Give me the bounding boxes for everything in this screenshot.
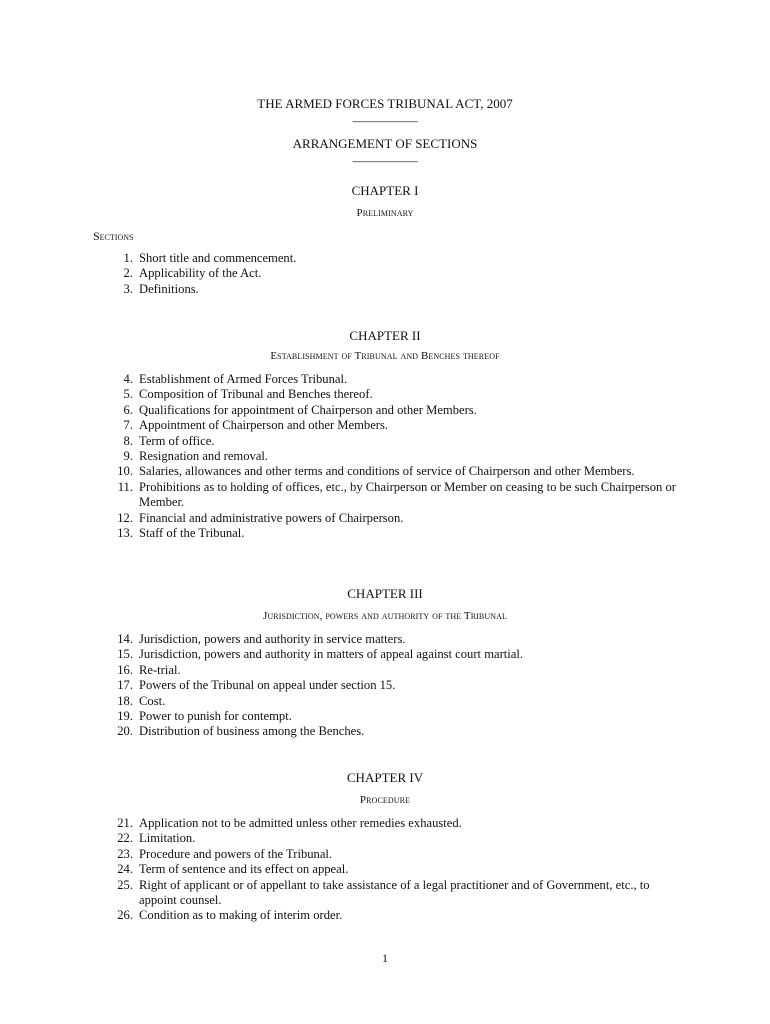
section-title: Establishment of Armed Forces Tribunal. bbox=[139, 372, 348, 386]
section-title: Distribution of business among the Benches. bbox=[139, 724, 365, 739]
page-number: 1 bbox=[382, 951, 388, 965]
section-title: Financial and administrative powers of Chairperson. bbox=[139, 510, 404, 525]
section-number: 16. bbox=[117, 662, 133, 677]
section-number: 19. bbox=[117, 709, 133, 724]
section-title: Jurisdiction, powers and authority in matters of appeal against court martial. bbox=[139, 647, 524, 662]
list-item bbox=[100, 480, 690, 511]
section-number: 5. bbox=[123, 387, 133, 402]
section-title: Re-trial. bbox=[139, 662, 181, 677]
section-number: 9. bbox=[123, 449, 133, 464]
list-item bbox=[100, 372, 690, 387]
section-title: Qualifications for appointment of Chairperson and other Members. bbox=[139, 402, 477, 417]
section-title: Definitions. bbox=[139, 281, 199, 296]
list-item bbox=[100, 251, 690, 266]
section-title: Right of applicant or of appellant to take assistance of a legal practitioner and of Government, etc., to appoint counsel. bbox=[139, 877, 650, 908]
section-number: 7. bbox=[123, 418, 133, 433]
chapter-subheading: Procedure bbox=[359, 794, 411, 806]
chapter-subheading: Preliminary bbox=[356, 207, 414, 219]
chapter-heading: CHAPTER IV bbox=[346, 770, 424, 785]
section-title: Resignation and removal. bbox=[139, 449, 269, 464]
section-number: 3. bbox=[123, 281, 133, 296]
list-item bbox=[100, 511, 690, 526]
title-rule: ————— bbox=[352, 113, 418, 128]
chapter-heading: CHAPTER III bbox=[347, 586, 423, 601]
section-number: 6. bbox=[123, 402, 133, 417]
list-item bbox=[100, 663, 690, 678]
section-number: 18. bbox=[117, 693, 133, 708]
section-number: 23. bbox=[117, 846, 133, 861]
section-title: Salaries, allowances and other terms and conditions of service of Chairperson and other Members. bbox=[139, 464, 635, 479]
section-title: Jurisdiction, powers and authority in service matters. bbox=[139, 632, 406, 646]
section-number: 2. bbox=[123, 266, 133, 281]
section-number: 17. bbox=[117, 678, 133, 693]
section-number: 10. bbox=[117, 464, 133, 479]
section-number: 1. bbox=[123, 251, 133, 265]
section-number: 8. bbox=[123, 433, 133, 448]
section-title: Short title and commencement. bbox=[139, 251, 297, 265]
section-number: 11. bbox=[117, 479, 133, 494]
list-item bbox=[100, 449, 690, 464]
section-title: Composition of Tribunal and Benches thereof. bbox=[139, 387, 373, 402]
section-title: Powers of the Tribunal on appeal under section 15. bbox=[139, 678, 396, 693]
section-title: Appointment of Chairperson and other Members. bbox=[139, 418, 389, 433]
list-item bbox=[100, 694, 690, 709]
section-number: 20. bbox=[117, 724, 133, 739]
section-number: 26. bbox=[117, 908, 133, 923]
chapter-subheading: Jurisdiction, powers and authority of the Tribunal bbox=[263, 610, 507, 622]
section-number: 13. bbox=[117, 526, 133, 541]
section-number: 12. bbox=[117, 510, 133, 525]
list-item bbox=[100, 816, 690, 831]
section-title: Power to punish for contempt. bbox=[139, 709, 292, 724]
section-number: 21. bbox=[117, 816, 133, 830]
list-item bbox=[100, 831, 690, 846]
section-number: 15. bbox=[117, 647, 133, 662]
list-item bbox=[100, 403, 690, 418]
list-item bbox=[100, 526, 690, 541]
section-title: Staff of the Tribunal. bbox=[139, 526, 245, 541]
list-item bbox=[100, 632, 690, 647]
section-list bbox=[100, 816, 690, 924]
chapter-heading: CHAPTER II bbox=[349, 328, 421, 343]
section-list bbox=[100, 251, 690, 297]
section-number: 25. bbox=[117, 877, 133, 892]
list-item bbox=[100, 266, 690, 281]
section-number: 24. bbox=[117, 862, 133, 877]
arrangement-rule: ————— bbox=[352, 153, 418, 168]
section-number: 14. bbox=[117, 632, 133, 646]
list-item bbox=[100, 418, 690, 433]
list-item bbox=[100, 862, 690, 877]
act-title: THE ARMED FORCES TRIBUNAL ACT, 2007 bbox=[257, 96, 513, 111]
section-number: 4. bbox=[123, 372, 133, 386]
section-list bbox=[100, 372, 690, 541]
section-title: Application not to be admitted unless other remedies exhausted. bbox=[139, 816, 462, 830]
list-item bbox=[100, 387, 690, 402]
list-item bbox=[100, 647, 690, 662]
list-item bbox=[100, 878, 690, 909]
section-number: 22. bbox=[117, 831, 133, 846]
list-item bbox=[100, 847, 690, 862]
list-item bbox=[100, 724, 690, 739]
section-title: Procedure and powers of the Tribunal. bbox=[139, 846, 333, 861]
chapter-heading: CHAPTER I bbox=[351, 183, 419, 198]
list-item bbox=[100, 282, 690, 297]
list-item bbox=[100, 908, 690, 923]
arrangement-heading: ARRANGEMENT OF SECTIONS bbox=[292, 136, 478, 151]
list-item bbox=[100, 464, 690, 479]
list-item bbox=[100, 709, 690, 724]
chapter-subheading: Establishment of Tribunal and Benches thereof bbox=[270, 350, 500, 362]
section-title: Limitation. bbox=[139, 831, 196, 846]
list-item bbox=[100, 434, 690, 449]
section-title: Term of office. bbox=[139, 433, 215, 448]
section-title: Prohibitions as to holding of offices, etc., by Chairperson or Member on ceasing to be such Chairperson or Member. bbox=[139, 479, 676, 510]
section-title: Cost. bbox=[139, 693, 166, 708]
section-title: Term of sentence and its effect on appeal. bbox=[139, 862, 349, 877]
section-list bbox=[100, 632, 690, 740]
list-item bbox=[100, 678, 690, 693]
section-title: Applicability of the Act. bbox=[139, 266, 262, 281]
section-title: Condition as to making of interim order. bbox=[139, 908, 343, 923]
sections-label: Sections bbox=[93, 229, 134, 243]
